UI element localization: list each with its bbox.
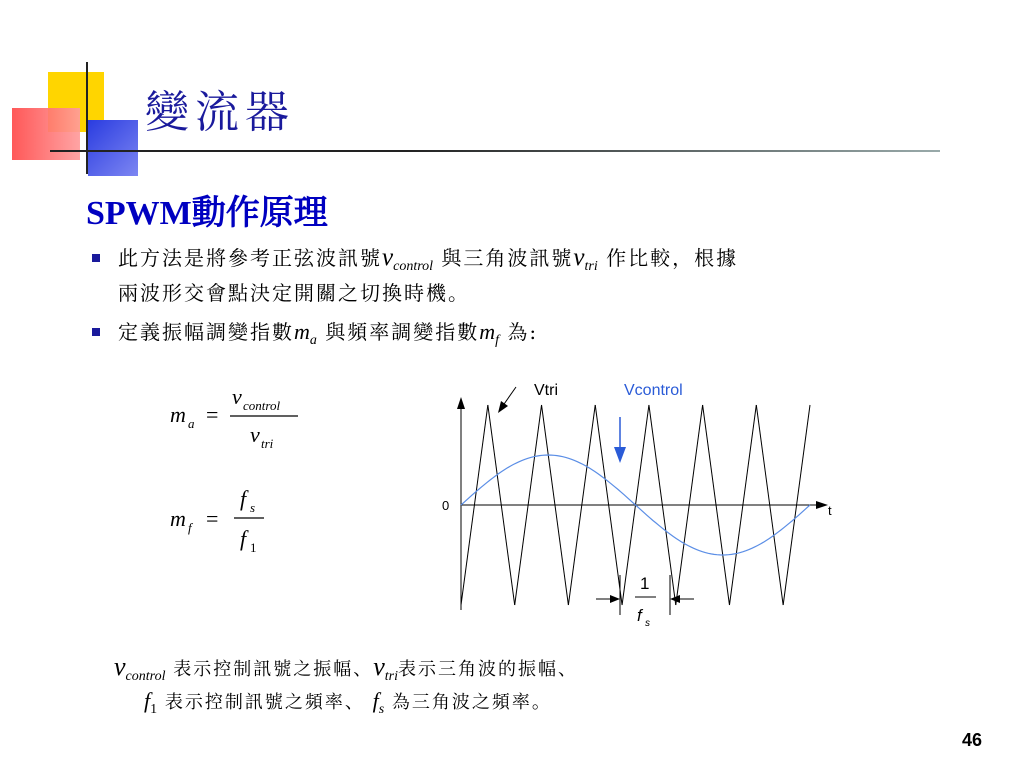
decor-vertical-line	[86, 62, 88, 174]
period-denominator-sub: s	[645, 618, 650, 629]
bullet-1-line-1	[118, 242, 738, 272]
eq-ma-den: v	[250, 422, 260, 447]
eq-mf-lhs-sub: f	[188, 520, 192, 535]
vtri-pointer-arrow	[498, 401, 508, 413]
decor-blue-block	[88, 120, 138, 176]
origin-label: 0	[442, 498, 450, 513]
bullet-1-text-c: 作比較，根據	[597, 246, 739, 270]
var-sub-control: control	[393, 259, 434, 274]
eq-ma-num-sub: control	[243, 398, 281, 413]
bullet-marker	[92, 254, 100, 262]
y-axis-arrow	[457, 397, 465, 409]
note-1-text-b: 表示三角波的振幅、	[397, 659, 578, 680]
note-line-1	[114, 652, 578, 682]
note-2-text-b: 為三角波之頻率。	[384, 692, 552, 713]
page-number: 46	[962, 730, 983, 750]
bullet-1-line-2: 兩波形交會點決定開關之切換時機。	[118, 281, 470, 305]
bullet-marker	[92, 328, 100, 336]
t-axis-arrow	[816, 501, 828, 509]
slide-title: 變流器	[145, 87, 295, 138]
note-1-text-a: 表示控制訊號之振幅、	[165, 659, 374, 680]
period-arrow-left-head	[610, 595, 620, 603]
decor-red-block	[12, 108, 80, 160]
var-sub-a: a	[309, 333, 317, 348]
vtri-label: Vtri	[534, 382, 558, 399]
decor-horizontal-line	[50, 150, 940, 152]
var-v: v	[573, 244, 585, 271]
note-sub-tri: tri	[384, 669, 398, 684]
var-m: m	[294, 319, 310, 344]
note-var-v: v	[114, 652, 126, 681]
eq-ma-equals: =	[206, 402, 219, 427]
note-var-v: v	[373, 652, 385, 681]
vcontrol-pointer-arrow	[614, 447, 626, 463]
bullet-2-text-b: 與頻率調變指數	[316, 320, 480, 344]
bullet-2-text-c: 為:	[499, 320, 539, 344]
note-2-text-a: 表示控制訊號之頻率、	[157, 692, 373, 713]
eq-mf-num: f	[240, 486, 247, 511]
eq-ma-den-sub: tri	[261, 436, 274, 451]
var-sub-f: f	[495, 333, 500, 348]
bullet-1-text-a: 此方法是將參考正弦波訊號	[118, 246, 382, 270]
var-m: m	[479, 319, 496, 344]
eq-ma-num: v	[232, 384, 242, 409]
spwm-waveform-figure	[430, 375, 850, 635]
note-sub-1: 1	[150, 702, 158, 717]
bullet-2-line	[118, 316, 539, 348]
eq-mf-den-sub: 1	[250, 540, 257, 555]
note-sub-control: control	[125, 669, 166, 684]
note-var-f: f	[372, 688, 379, 713]
note-sub-s: s	[378, 702, 385, 717]
var-sub-tri: tri	[584, 259, 598, 274]
period-denominator: f	[637, 606, 642, 625]
eq-mf-den: f	[240, 526, 247, 551]
t-label: t	[828, 503, 832, 518]
equations	[160, 380, 380, 570]
section-heading: SPWM動作原理	[86, 195, 328, 232]
vcontrol-label: Vcontrol	[624, 382, 683, 399]
var-v: v	[382, 244, 394, 271]
bullet-2-text-a: 定義振幅調變指數	[118, 320, 294, 344]
period-numerator: 1	[640, 574, 650, 593]
note-var-f: f	[144, 688, 151, 713]
bullet-1-text-b: 與三角波訊號	[433, 246, 574, 270]
eq-ma-lhs-sub: a	[188, 416, 195, 431]
eq-ma-lhs: m	[170, 402, 186, 427]
eq-mf-lhs: m	[170, 506, 186, 531]
note-line-2	[144, 688, 552, 717]
eq-mf-equals: =	[206, 506, 219, 531]
eq-mf-num-sub: s	[250, 500, 256, 515]
